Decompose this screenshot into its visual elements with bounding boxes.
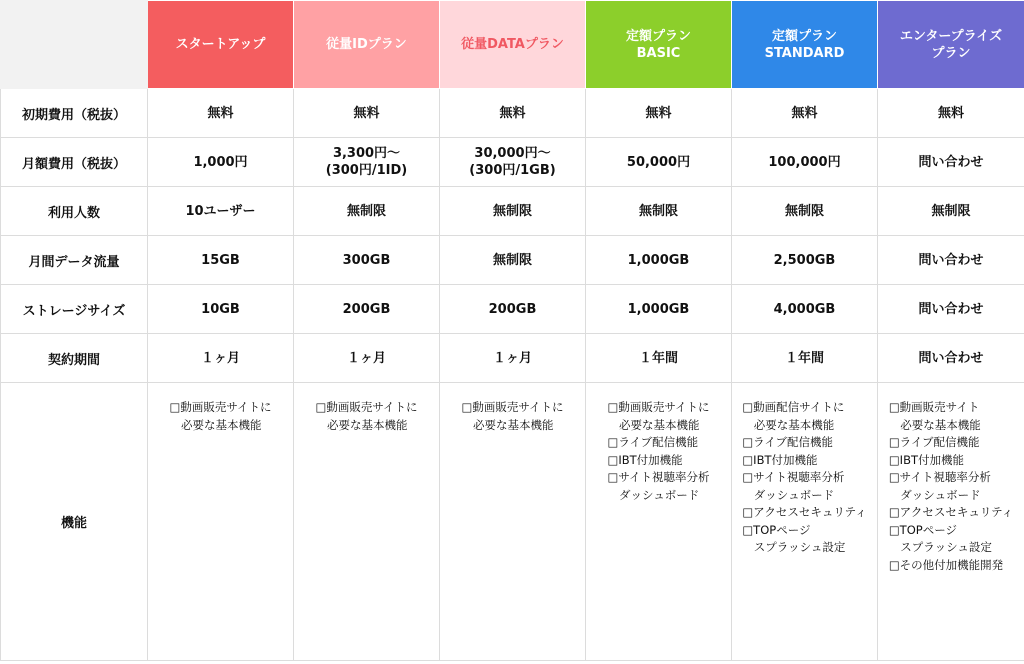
table-cell: 問い合わせ [878, 236, 1024, 285]
row-label: 初期費用（税抜） [1, 89, 148, 138]
table-cell: 15GB [148, 236, 294, 285]
row-label: 月間データ流量 [1, 236, 148, 285]
table-cell: 無制限 [732, 187, 878, 236]
feature-cell [294, 383, 440, 661]
table-cell: 1,000GB [586, 236, 732, 285]
table-cell: 無制限 [586, 187, 732, 236]
table-cell: 100,000円 [732, 138, 878, 187]
table-cell: 300GB [294, 236, 440, 285]
table-cell: 50,000円 [586, 138, 732, 187]
table-cell: 無制限 [440, 236, 586, 285]
feature-list: □動画販売サイトに 必要な基本機能 [169, 400, 272, 432]
table-cell: 無制限 [878, 187, 1024, 236]
table-cell: 問い合わせ [878, 138, 1024, 187]
table-cell: 問い合わせ [878, 334, 1024, 383]
feature-cell [148, 383, 294, 661]
feature-list: □動画販売サイトに 必要な基本機能 [461, 400, 564, 432]
table-cell: 1,000GB [586, 285, 732, 334]
feature-cell [440, 383, 586, 661]
feature-list: □動画販売サイト 必要な基本機能 □ライブ配信機能 □IBT付加機能 □サイト視聴率分析 ダッシュボード □アクセスセキュリティ □TOPページ スプラッシュ設定 □その他付加機能開発 [888, 400, 1014, 572]
row-users [1, 187, 1024, 236]
table-cell: １ヶ月 [148, 334, 294, 383]
table-cell: 問い合わせ [878, 285, 1024, 334]
row-contract-period [1, 334, 1024, 383]
table-cell: 2,500GB [732, 236, 878, 285]
plan-header-id-usage: 従量IDプラン [294, 1, 440, 89]
row-label: ストレージサイズ [1, 285, 148, 334]
feature-list: □動画販売サイトに 必要な基本機能 □ライブ配信機能 □IBT付加機能 □サイト視聴率分析 ダッシュボード [607, 400, 710, 502]
plan-header-data-usage: 従量DATAプラン [440, 1, 586, 89]
plan-header-startup: スタートアップ [148, 1, 294, 89]
table-cell: 3,300円～ (300円/1ID) [294, 138, 440, 187]
row-monthly-data [1, 236, 1024, 285]
table-cell: 無料 [148, 89, 294, 138]
corner-cell [1, 1, 148, 89]
table-cell: 1,000円 [148, 138, 294, 187]
row-storage [1, 285, 1024, 334]
feature-list: □動画配信サイトに 必要な基本機能 □ライブ配信機能 □IBT付加機能 □サイト視聴率分析 ダッシュボード □アクセスセキュリティ □TOPページ スプラッシュ設定 [742, 400, 867, 554]
row-label: 利用人数 [1, 187, 148, 236]
table-cell: 10ユーザー [148, 187, 294, 236]
table-cell: 4,000GB [732, 285, 878, 334]
table-cell: 200GB [294, 285, 440, 334]
table-cell: 無料 [586, 89, 732, 138]
table-cell: 無料 [440, 89, 586, 138]
plan-header-enterprise: エンタープライズ プラン [878, 1, 1024, 89]
feature-list: □動画販売サイトに 必要な基本機能 [315, 400, 418, 432]
row-label: 契約期間 [1, 334, 148, 383]
feature-cell [586, 383, 732, 661]
table-cell: 無料 [878, 89, 1024, 138]
table-cell: １年間 [586, 334, 732, 383]
table-cell: １ヶ月 [440, 334, 586, 383]
table-cell: 30,000円～ (300円/1GB) [440, 138, 586, 187]
row-label: 月額費用（税抜） [1, 138, 148, 187]
row-initial-fee [1, 89, 1024, 138]
table-cell: 無料 [732, 89, 878, 138]
table-cell: １ヶ月 [294, 334, 440, 383]
table-cell: 無料 [294, 89, 440, 138]
table-cell: 無制限 [294, 187, 440, 236]
plan-header-basic: 定額プラン BASIC [586, 1, 732, 89]
table-cell: １年間 [732, 334, 878, 383]
table-cell: 無制限 [440, 187, 586, 236]
plan-header-standard: 定額プラン STANDARD [732, 1, 878, 89]
row-label: 機能 [1, 383, 148, 661]
table-cell: 200GB [440, 285, 586, 334]
table-cell: 10GB [148, 285, 294, 334]
feature-cell [878, 383, 1024, 661]
feature-cell [732, 383, 878, 661]
row-monthly-fee [1, 138, 1024, 187]
row-features [1, 383, 1024, 661]
plan-header-row [1, 1, 1024, 89]
